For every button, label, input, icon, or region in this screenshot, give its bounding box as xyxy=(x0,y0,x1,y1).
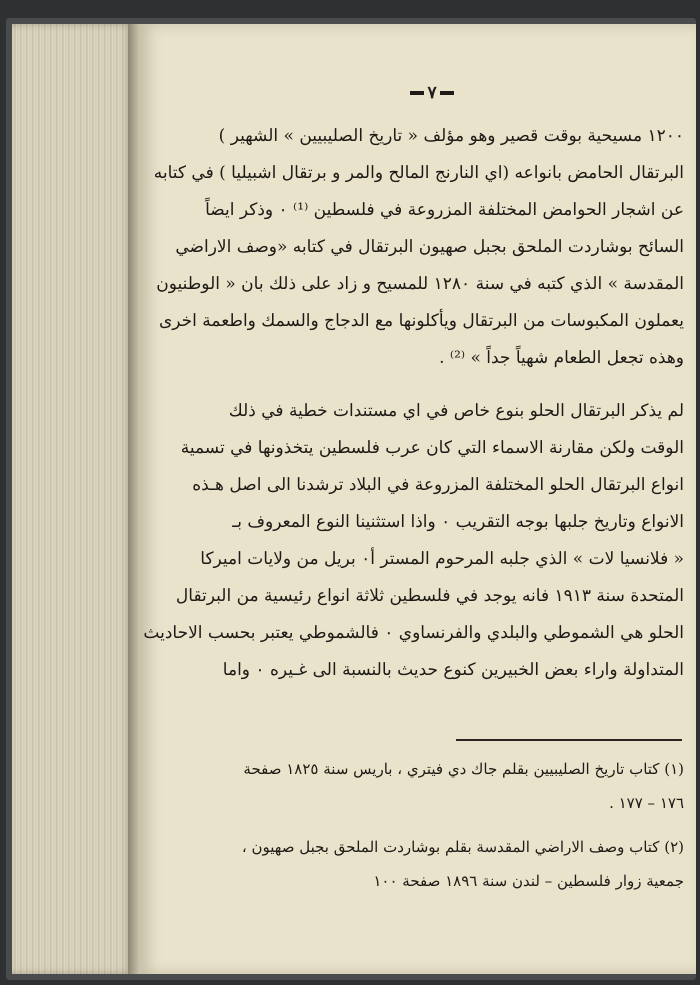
text-line: الانواع وتاريخ جلبها بوجه التقريب ٠ واذا استثنينا النوع المعروف بـ xyxy=(232,512,684,532)
text-line: « فلانسيا لات » الذي جلبه المرحوم المستر أ٠ بريل من ولايات اميركا xyxy=(200,549,684,569)
paragraph-2 xyxy=(143,393,684,689)
text-line: يعملون المكبوسات من البرتقال ويأكلونها مع الدجاج والسمك واطعمة اخرى xyxy=(158,311,684,331)
footnote-line: (١) كتاب تاريخ الصليبيين بقلم جاك دي فيتري ، باريس سنة ١٨٢٥ صفحة xyxy=(243,760,684,778)
footnote-line: ١٧٦ – ١٧٧ . xyxy=(609,794,684,812)
footnote-line: (٢) كتاب وصف الاراضي المقدسة بقلم بوشاردت الملحق بجبل صهيون ، xyxy=(241,838,684,856)
text-line: انواع البرتقال الحلو المختلفة المزروعة في البلاد ترشدنا الى اصل هـذه xyxy=(192,475,684,495)
text-line: المتداولة واراء بعض الخبيرين كنوع حديث بالنسبة الى غـيره ٠ واما xyxy=(222,660,684,680)
footnotes xyxy=(188,752,684,898)
page-number-dash-left xyxy=(440,91,454,95)
text-line: ١٢٠٠ مسيحية بوقت قصير وهو مؤلف « تاريخ الصليبيين » الشهير ) xyxy=(218,126,684,146)
text-line: لم يذكر البرتقال الحلو بنوع خاص في اي مستندات خطية في ذلك xyxy=(228,401,684,421)
footnote-1 xyxy=(188,752,684,820)
text-line: الوقت ولكن مقارنة الاسماء التي كان عرب فلسطين يتخذونها في تسمية xyxy=(180,438,684,458)
text-line: السائح بوشاردت الملحق بجبل صهيون البرتقال في كتابه «وصف الاراضي xyxy=(175,237,684,257)
text-line: الحلو هي الشموطي والبلدي والفرنساوي ٠ فالشموطي يعتبر بحسب الاحاديث xyxy=(143,623,684,643)
page-number-dash-right xyxy=(410,91,424,95)
page-number xyxy=(402,82,462,104)
paragraph-1 xyxy=(153,118,684,377)
page-number-value: ٧ xyxy=(427,83,437,103)
page-stack-edges xyxy=(12,24,134,974)
footnote-line: جمعية زوار فلسطين – لندن سنة ١٨٩٦ صفحة ١٠٠ xyxy=(373,872,684,890)
body-text xyxy=(143,118,684,689)
text-line: المتحدة سنة ١٩١٣ فانه يوجد في فلسطين ثلاثة انواع رئيسية من البرتقال xyxy=(175,586,684,606)
text-line: وهذه تجعل الطعام شهياً جداً » ⁽²⁾ . xyxy=(439,348,684,368)
footnote-divider xyxy=(456,739,682,741)
text-line: البرتقال الحامض بانواعه (اي النارنج المالح والمر و برتقال اشبيليا ) في كتابه xyxy=(153,163,684,183)
text-line: المقدسة » الذي كتبه في سنة ١٢٨٠ للمسيح و زاد على ذلك بان « الوطنيون xyxy=(156,274,684,294)
text-line: عن اشجار الحوامض المختلفة المزروعة في فلسطين ⁽¹⁾ ٠ وذكر ايضاً xyxy=(205,200,684,220)
footnote-2 xyxy=(188,830,684,898)
